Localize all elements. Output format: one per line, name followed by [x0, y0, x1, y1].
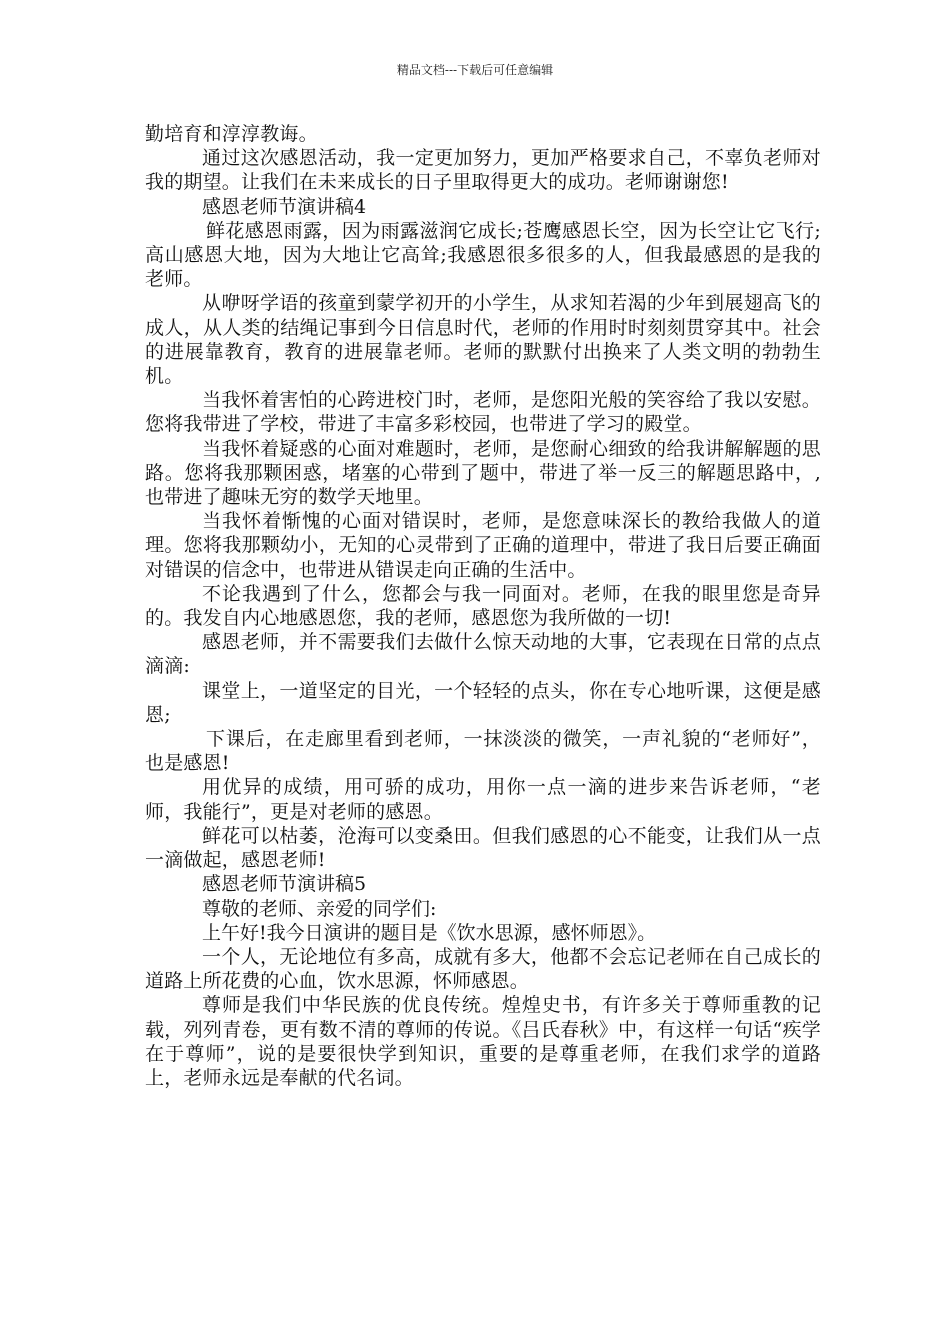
paragraph: 用优异的成绩，用可骄的成功，用你一点一滴的进步来告诉老师，“老师，我能行”，更是对老师的感恩。 — [145, 776, 821, 823]
paragraph: 勤培育和淳淳教诲。 — [145, 123, 318, 145]
paragraph: 感恩老师，并不需要我们去做什么惊天动地的大事，它表现在日常的点点滴滴: — [145, 631, 821, 678]
paragraph: 不论我遇到了什么，您都会与我一同面对。老师，在我的眼里您是奇异的。我发自内心地感恩您，我的老师，感恩您为我所做的一切! — [145, 582, 821, 630]
page-header: 精品文档---下载后可任意编辑 — [396, 63, 554, 77]
paragraph: 当我怀着惭愧的心面对错误时，老师，是您意味深长的教给我做人的道理。您将我那颗幼小，无知的心灵带到了正确的道理中，带进了我日后要正确面对错误的信念中，也带进从错误走向正确的生活中。 — [145, 510, 821, 581]
paragraph: 当我怀着害怕的心跨进校门时，老师，是您阳光般的笑容给了我以安慰。您将我带进了学校，带进了丰富多彩校园，也带进了学习的殿堂。 — [145, 389, 821, 436]
paragraph: 鲜花可以枯萎，沧海可以变桑田。但我们感恩的心不能变，让我们从一点一滴做起，感恩老师! — [145, 824, 821, 872]
paragraph: 当我怀着疑惑的心面对难题时，老师，是您耐心细致的给我讲解解题的思路。您将我那颗困惑，堵塞的心带到了题中，带进了举一反三的解题思路中，,也带进了趣味无穷的数学天地里。 — [145, 437, 821, 509]
paragraph: 尊师是我们中华民族的优良传统。煌煌史书，有许多关于尊师重教的记载，列列青卷，更有数不清的尊师的传说。《吕氏春秋》中，有这样一句话“疾学在于尊师”，说的是要很快学到知识，重要的是尊重老师，在我们求学的道路上，老师永远是奉献的代名词。 — [145, 994, 821, 1089]
greeting-line: 上午好!我今日演讲的题目是《饮水思源，感怀师恩》。 — [202, 921, 657, 944]
section-heading: 感恩老师节演讲稿4 — [202, 195, 367, 218]
paragraph: 一个人，无论地位有多高，成就有多大，他都不会忘记老师在自己成长的道路上所花费的心血，饮水思源，怀师感恩。 — [145, 945, 821, 993]
section-heading: 感恩老师节演讲稿5 — [202, 873, 367, 896]
paragraph: 鲜花感恩雨露，因为雨露滋润它成长;苍鹰感恩长空，因为长空让它飞行;高山感恩大地，因为大地让它高耸;我感恩很多很多的人，但我最感恩的是我的老师。 — [145, 219, 821, 291]
paragraph: 通过这次感恩活动，我一定更加努力，更加严格要求自己，不辜负老师对我的期望。让我们在未来成长的日子里取得更大的成功。老师谢谢您! — [145, 147, 821, 194]
paragraph: 从咿呀学语的孩童到蒙学初开的小学生，从求知若渴的少年到展翅高飞的成人，从人类的结绳记事到今日信息时代，老师的作用时时刻刻贯穿其中。社会的进展靠教育，教育的进展靠老师。老师的默默付出换来了人类文明的勃勃生机。 — [145, 292, 821, 388]
paragraph: 课堂上，一道坚定的目光，一个轻轻的点头，你在专心地听课，这便是感恩; — [145, 679, 821, 726]
salutation: 尊敬的老师、亲爱的同学们: — [202, 897, 437, 920]
document-body — [145, 122, 821, 1090]
paragraph: 下课后，在走廊里看到老师，一抹淡淡的微笑，一声礼貌的“老师好”，也是感恩! — [145, 728, 821, 775]
